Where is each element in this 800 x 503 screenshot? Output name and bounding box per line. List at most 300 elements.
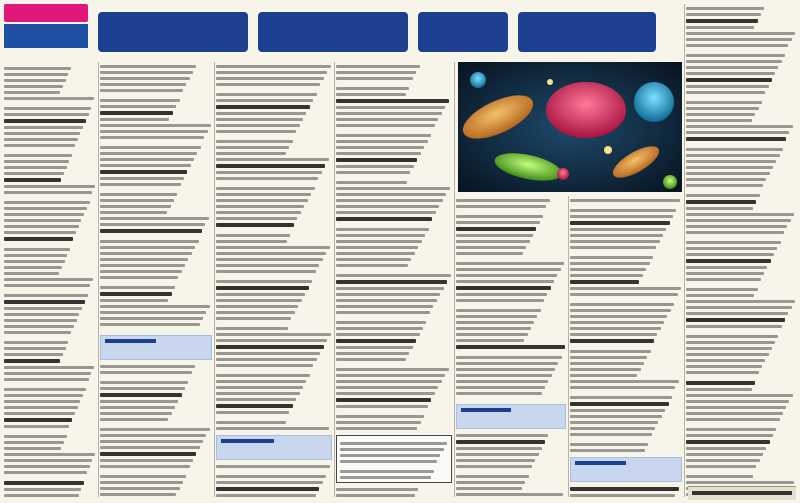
spacer xyxy=(686,374,796,378)
text-line-placeholder xyxy=(570,487,679,491)
text-line-placeholder xyxy=(686,26,754,29)
text-line-placeholder xyxy=(456,487,522,490)
text-line-placeholder xyxy=(216,427,329,430)
spacer xyxy=(4,100,96,104)
text-line-placeholder xyxy=(4,91,60,94)
text-line-placeholder xyxy=(456,356,562,359)
spacer xyxy=(4,381,96,385)
spacer xyxy=(216,414,332,418)
text-line-placeholder xyxy=(570,396,672,399)
text-line-placeholder xyxy=(100,177,184,180)
text-line-placeholder xyxy=(100,475,186,478)
text-line-placeholder xyxy=(4,278,93,281)
text-line-placeholder xyxy=(216,487,319,491)
text-line-placeholder xyxy=(686,44,788,47)
text-line-placeholder xyxy=(216,374,310,377)
text-line-placeholder xyxy=(686,418,780,421)
text-line-placeholder xyxy=(336,305,433,308)
text-line-placeholder xyxy=(4,488,81,491)
text-line-placeholder xyxy=(570,228,666,231)
text-line-placeholder xyxy=(100,170,187,174)
spacer xyxy=(570,389,682,393)
text-line-placeholder xyxy=(686,288,758,291)
spacer xyxy=(216,227,332,231)
text-line-placeholder xyxy=(686,32,795,35)
text-line-placeholder xyxy=(216,83,320,86)
text-line-placeholder xyxy=(4,219,81,222)
text-line-placeholder xyxy=(100,211,167,214)
text-line-placeholder xyxy=(100,83,186,86)
spacer xyxy=(686,421,796,425)
spacer xyxy=(100,233,212,237)
spacer xyxy=(100,279,212,283)
text-line-placeholder xyxy=(686,225,787,228)
text-line-placeholder xyxy=(4,453,95,456)
text-line-placeholder xyxy=(456,362,558,365)
text-line-placeholder xyxy=(336,415,424,418)
text-line-placeholder xyxy=(336,264,408,267)
text-line-placeholder xyxy=(216,99,313,102)
text-line-placeholder xyxy=(216,404,293,408)
text-line-placeholder xyxy=(4,231,76,234)
text-line-placeholder xyxy=(100,71,193,74)
text-line-placeholder xyxy=(216,140,293,143)
text-line-placeholder xyxy=(456,459,535,462)
text-line-placeholder xyxy=(336,240,422,243)
text-line-placeholder xyxy=(100,305,210,308)
text-line-placeholder xyxy=(336,293,440,296)
text-line-placeholder xyxy=(336,199,443,202)
text-line-placeholder xyxy=(336,392,435,395)
text-line-placeholder xyxy=(336,252,415,255)
text-line-placeholder xyxy=(456,481,525,484)
text-line-placeholder xyxy=(4,132,80,135)
text-line-placeholder xyxy=(216,258,323,261)
text-line-placeholder xyxy=(100,418,168,421)
text-line-placeholder xyxy=(336,165,414,168)
text-line-placeholder xyxy=(686,325,782,328)
text-line-placeholder xyxy=(686,13,761,16)
text-line-placeholder xyxy=(686,341,775,344)
text-line-placeholder xyxy=(216,280,312,283)
text-line-placeholder xyxy=(4,319,77,322)
text-line-placeholder xyxy=(216,205,304,208)
microbe-shape xyxy=(604,146,612,154)
text-line-placeholder xyxy=(686,213,794,216)
text-line-placeholder xyxy=(686,318,785,322)
text-line-placeholder xyxy=(336,87,409,90)
text-line-placeholder xyxy=(686,406,786,409)
text-line-placeholder xyxy=(570,386,675,389)
text-line-placeholder xyxy=(100,276,178,279)
text-line-placeholder xyxy=(686,381,755,385)
text-line-placeholder xyxy=(4,325,74,328)
text-line-placeholder xyxy=(216,77,324,80)
text-line-placeholder xyxy=(456,434,548,437)
answer-key-title-placeholder xyxy=(105,339,156,343)
text-line-placeholder xyxy=(4,97,94,100)
text-line-placeholder xyxy=(570,209,676,212)
text-line-placeholder xyxy=(216,380,306,383)
text-line-placeholder xyxy=(456,221,540,224)
spacer xyxy=(686,141,796,145)
text-line-placeholder xyxy=(686,78,772,82)
text-line-placeholder xyxy=(336,386,438,389)
author-credit xyxy=(688,486,796,500)
spacer xyxy=(216,320,332,324)
text-line-placeholder xyxy=(570,362,644,365)
spacer xyxy=(336,127,452,131)
spacer xyxy=(336,361,452,365)
text-line-placeholder xyxy=(686,91,765,94)
spacer xyxy=(456,395,566,399)
text-line-placeholder xyxy=(336,171,410,174)
text-line-placeholder xyxy=(216,164,325,168)
text-line-placeholder xyxy=(686,178,766,181)
text-line-placeholder xyxy=(570,443,648,446)
text-line-placeholder xyxy=(4,378,89,381)
text-line-placeholder xyxy=(456,453,539,456)
microbe-shape xyxy=(546,82,626,138)
text-line-placeholder xyxy=(4,225,79,228)
text-line-placeholder xyxy=(456,234,533,237)
text-line-placeholder xyxy=(570,309,671,312)
text-line-placeholder xyxy=(686,253,774,256)
text-line-placeholder xyxy=(216,339,327,342)
text-line-placeholder xyxy=(216,305,298,308)
text-line-placeholder xyxy=(216,311,295,314)
text-line-placeholder xyxy=(570,356,647,359)
text-line-placeholder xyxy=(4,331,71,334)
text-line-placeholder xyxy=(686,247,777,250)
text-line-placeholder xyxy=(216,293,305,296)
spacer xyxy=(340,463,448,467)
text-line-placeholder xyxy=(100,371,192,374)
text-line-placeholder xyxy=(100,323,200,326)
spacer xyxy=(456,468,566,472)
text-line-placeholder xyxy=(686,113,755,116)
text-line-placeholder xyxy=(336,311,430,314)
spacer xyxy=(570,296,682,300)
text-line-placeholder xyxy=(456,227,536,231)
text-line-placeholder xyxy=(336,258,411,261)
text-line-placeholder xyxy=(570,240,660,243)
answer-key-grid xyxy=(221,446,327,455)
text-line-placeholder xyxy=(456,321,534,324)
text-line-placeholder xyxy=(336,65,420,68)
column-divider xyxy=(214,62,215,497)
section-tag-bottom xyxy=(4,24,88,48)
microbes-illustration xyxy=(458,62,682,192)
microbe-shape xyxy=(634,82,674,122)
text-line-placeholder xyxy=(456,386,545,389)
text-line-placeholder xyxy=(4,435,67,438)
text-line-placeholder xyxy=(686,428,776,431)
text-line-placeholder xyxy=(216,475,326,478)
text-line-placeholder xyxy=(100,406,175,409)
text-line-placeholder xyxy=(570,421,658,424)
text-line-placeholder xyxy=(100,193,177,196)
text-line-placeholder xyxy=(4,248,70,251)
text-line-placeholder xyxy=(570,427,655,430)
spacer xyxy=(100,186,212,190)
spacer xyxy=(216,273,332,277)
text-line-placeholder xyxy=(100,158,194,161)
text-line-placeholder xyxy=(336,205,439,208)
text-line-placeholder xyxy=(686,481,794,484)
text-line-placeholder xyxy=(100,99,180,102)
text-line-placeholder xyxy=(4,447,61,450)
text-line-placeholder xyxy=(686,184,763,187)
text-line-placeholder xyxy=(100,77,190,80)
text-line-placeholder xyxy=(570,333,657,336)
text-line-placeholder xyxy=(686,388,752,391)
text-line-placeholder xyxy=(456,374,552,377)
text-line-placeholder xyxy=(216,386,303,389)
text-line-placeholder xyxy=(456,215,543,218)
text-line-placeholder xyxy=(4,107,91,110)
text-line-placeholder xyxy=(686,347,772,350)
text-line-placeholder xyxy=(456,268,561,271)
text-line-placeholder xyxy=(216,112,306,115)
text-line-placeholder xyxy=(100,400,178,403)
answer-key-box xyxy=(456,404,566,429)
text-line-placeholder xyxy=(100,393,182,397)
spacer xyxy=(216,367,332,371)
text-line-placeholder xyxy=(686,148,783,151)
text-line-placeholder xyxy=(100,481,183,484)
text-line-placeholder xyxy=(686,125,793,128)
text-line-placeholder xyxy=(686,447,766,450)
text-line-placeholder xyxy=(570,274,643,277)
text-line-placeholder xyxy=(4,284,90,287)
text-line-placeholder xyxy=(570,494,675,497)
text-line-placeholder xyxy=(570,256,653,259)
text-line-placeholder xyxy=(456,205,546,208)
author-credit-placeholder xyxy=(692,491,792,495)
text-line-placeholder xyxy=(4,166,67,169)
text-line-placeholder xyxy=(4,353,63,356)
text-line-placeholder xyxy=(100,229,202,233)
text-line-placeholder xyxy=(216,152,286,155)
text-line-placeholder xyxy=(336,488,418,491)
text-line-placeholder xyxy=(570,339,654,343)
text-line-placeholder xyxy=(686,259,771,263)
spacer xyxy=(4,147,96,151)
text-line-placeholder xyxy=(100,223,205,226)
text-line-placeholder xyxy=(686,359,765,362)
text-line-placeholder xyxy=(336,181,407,184)
text-line-placeholder xyxy=(340,442,447,445)
text-line-placeholder xyxy=(100,387,185,390)
spacer xyxy=(570,249,682,253)
text-line-placeholder xyxy=(570,315,667,318)
text-line-placeholder xyxy=(686,266,767,269)
text-line-placeholder xyxy=(686,7,764,10)
text-line-placeholder xyxy=(336,494,415,497)
text-line-placeholder xyxy=(686,131,789,134)
text-line-placeholder xyxy=(570,293,678,296)
text-line-placeholder xyxy=(4,359,60,363)
text-line-placeholder xyxy=(216,398,296,401)
text-line-placeholder xyxy=(4,254,67,257)
text-line-placeholder xyxy=(4,388,86,391)
text-line-placeholder xyxy=(100,465,190,468)
text-line-placeholder xyxy=(100,89,183,92)
text-line-placeholder xyxy=(216,223,294,227)
text-line-placeholder xyxy=(686,365,762,368)
text-line-placeholder xyxy=(570,327,661,330)
text-line-placeholder xyxy=(4,347,66,350)
text-line-placeholder xyxy=(216,421,286,424)
text-line-placeholder xyxy=(336,134,431,137)
text-line-placeholder xyxy=(100,381,188,384)
text-line-placeholder xyxy=(686,85,769,88)
text-line-placeholder xyxy=(686,278,761,281)
text-line-placeholder xyxy=(336,274,451,277)
text-line-placeholder xyxy=(456,339,524,342)
column-divider xyxy=(454,62,455,497)
text-line-placeholder xyxy=(336,358,406,361)
text-line-placeholder xyxy=(686,231,784,234)
text-line-placeholder xyxy=(4,207,87,210)
text-line-placeholder xyxy=(456,327,531,330)
text-line-placeholder xyxy=(216,187,315,190)
text-line-placeholder xyxy=(216,124,300,127)
section-tag-top xyxy=(4,4,88,22)
text-line-placeholder xyxy=(4,394,83,397)
text-line-placeholder xyxy=(570,321,664,324)
spacer xyxy=(4,241,96,245)
text-line-placeholder xyxy=(216,93,317,96)
text-line-placeholder xyxy=(570,368,641,371)
text-line-placeholder xyxy=(456,447,542,450)
text-line-placeholder xyxy=(336,124,435,127)
text-line-placeholder xyxy=(686,54,785,57)
text-line-placeholder xyxy=(216,264,319,267)
text-line-placeholder xyxy=(100,365,195,368)
text-line-placeholder xyxy=(336,374,445,377)
text-line-placeholder xyxy=(100,124,211,127)
text-line-placeholder xyxy=(570,246,656,249)
text-line-placeholder xyxy=(686,101,762,104)
answer-key-title-placeholder xyxy=(575,461,626,465)
text-line-placeholder xyxy=(336,234,425,237)
text-line-placeholder xyxy=(336,140,428,143)
text-line-placeholder xyxy=(456,380,548,383)
text-line-placeholder xyxy=(100,240,199,243)
text-line-placeholder xyxy=(336,280,447,284)
text-line-placeholder xyxy=(100,118,169,121)
text-line-placeholder xyxy=(100,164,191,167)
text-line-placeholder xyxy=(336,398,431,402)
text-line-placeholder xyxy=(100,434,206,437)
answer-key-grid xyxy=(575,468,677,477)
text-line-placeholder xyxy=(4,459,92,462)
text-line-placeholder xyxy=(686,434,773,437)
text-line-placeholder xyxy=(4,201,90,204)
text-line-placeholder xyxy=(216,317,291,320)
text-line-placeholder xyxy=(336,112,442,115)
text-line-placeholder xyxy=(686,400,789,403)
text-line-placeholder xyxy=(686,312,788,315)
text-line-placeholder xyxy=(4,67,71,70)
text-line-placeholder xyxy=(100,111,173,115)
text-line-placeholder xyxy=(100,292,172,296)
text-line-placeholder xyxy=(216,130,296,133)
text-column-3 xyxy=(216,62,332,497)
text-line-placeholder xyxy=(4,412,75,415)
text-line-placeholder xyxy=(336,405,428,408)
spacer xyxy=(100,326,212,330)
text-line-placeholder xyxy=(4,341,68,344)
text-line-placeholder xyxy=(686,335,778,338)
text-line-placeholder xyxy=(686,353,769,356)
text-line-placeholder xyxy=(216,217,297,220)
column-divider xyxy=(334,62,335,497)
text-line-placeholder xyxy=(4,307,82,310)
spacer xyxy=(456,349,566,353)
text-line-placeholder xyxy=(456,246,526,249)
text-line-placeholder xyxy=(100,217,209,220)
text-line-placeholder xyxy=(686,172,770,175)
text-line-placeholder xyxy=(340,454,440,457)
text-line-placeholder xyxy=(216,246,330,249)
text-line-placeholder xyxy=(456,368,555,371)
text-line-placeholder xyxy=(336,152,421,155)
spacer xyxy=(216,86,332,90)
column-divider xyxy=(98,62,99,497)
text-line-placeholder xyxy=(216,270,316,273)
text-line-placeholder xyxy=(4,313,79,316)
text-line-placeholder xyxy=(686,19,758,23)
text-line-placeholder xyxy=(336,427,417,430)
text-line-placeholder xyxy=(570,449,645,452)
text-line-placeholder xyxy=(4,79,66,82)
text-line-placeholder xyxy=(686,465,756,468)
text-line-placeholder xyxy=(100,311,206,314)
column-divider xyxy=(684,4,685,497)
text-line-placeholder xyxy=(4,237,73,241)
text-line-placeholder xyxy=(216,193,311,196)
text-line-placeholder xyxy=(686,459,760,462)
text-line-placeholder xyxy=(100,205,171,208)
text-line-placeholder xyxy=(216,211,301,214)
text-line-placeholder xyxy=(686,241,781,244)
text-line-placeholder xyxy=(216,411,289,414)
text-line-placeholder xyxy=(336,118,438,121)
text-line-placeholder xyxy=(570,262,650,265)
text-line-placeholder xyxy=(456,293,547,296)
text-line-placeholder xyxy=(570,433,652,436)
text-line-placeholder xyxy=(456,286,551,290)
text-line-placeholder xyxy=(570,350,651,353)
text-line-placeholder xyxy=(570,268,646,271)
spacer xyxy=(686,187,796,191)
text-line-placeholder xyxy=(4,465,90,468)
text-column-7 xyxy=(686,4,796,497)
microbe-shape xyxy=(557,168,569,180)
text-line-placeholder xyxy=(4,172,64,175)
text-line-placeholder xyxy=(100,452,196,456)
text-line-placeholder xyxy=(216,105,310,109)
spacer xyxy=(686,328,796,332)
text-line-placeholder xyxy=(4,494,79,497)
text-line-placeholder xyxy=(686,200,756,204)
text-line-placeholder xyxy=(216,352,320,355)
text-line-placeholder xyxy=(456,315,537,318)
spacer xyxy=(100,139,212,143)
